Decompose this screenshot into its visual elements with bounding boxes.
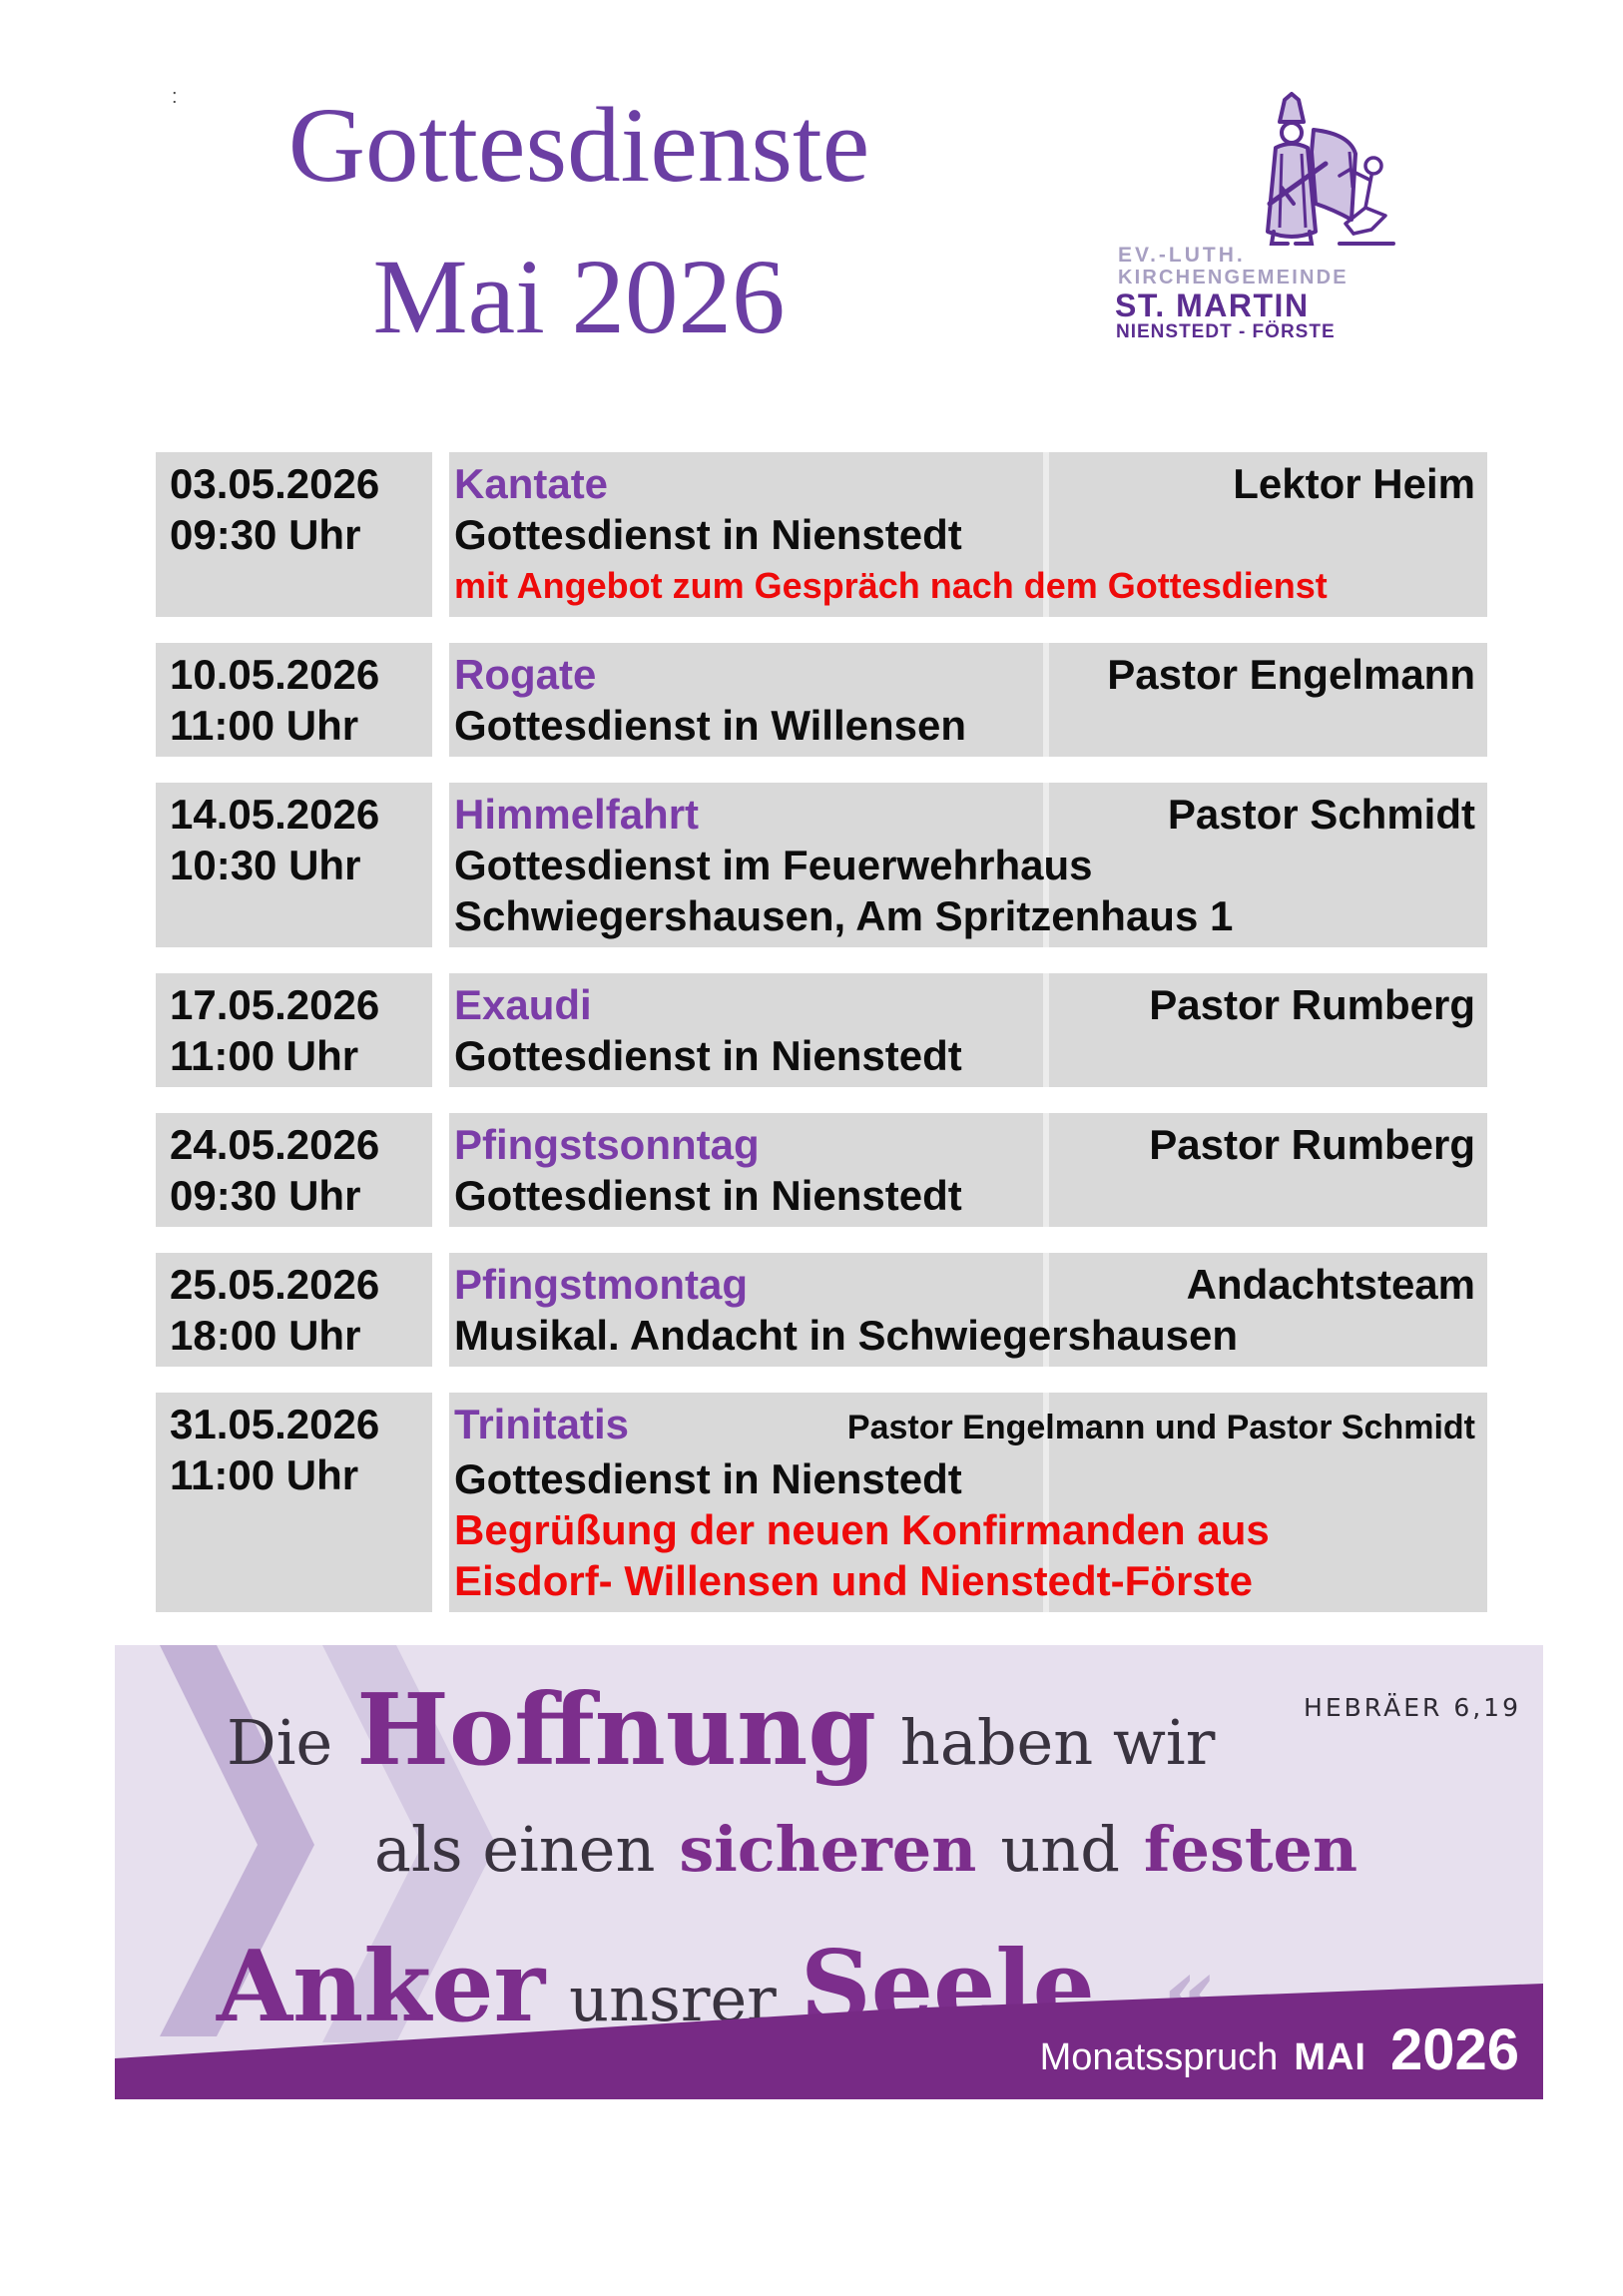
service-note-line2: Eisdorf- Willensen und Nienstedt-Förste [454, 1557, 1254, 1604]
service-description: Musikal. Andacht in Schwiegershausen [454, 1312, 1238, 1359]
service-note: mit Angebot zum Gespräch nach dem Gottesdienst [454, 565, 1328, 606]
verse-word: Die [227, 1706, 333, 1779]
service-detail-cell [449, 1393, 1487, 1612]
service-leader: Lektor Heim [1233, 460, 1475, 507]
service-leader: Pastor Schmidt [1167, 791, 1475, 838]
service-date-cell [156, 643, 432, 757]
service-date-cell [156, 452, 432, 617]
service-note-line1: Begrüßung der neuen Konfirmanden aus [454, 1506, 1270, 1553]
service-date: 14.05.2026 [170, 791, 380, 838]
service-time: 09:30 Uhr [170, 511, 361, 558]
service-row [156, 1253, 1487, 1367]
service-date: 31.05.2026 [170, 1401, 380, 1447]
service-date-cell [156, 1113, 432, 1227]
service-leader: Andachtsteam [1186, 1261, 1475, 1308]
service-event-name: Pfingstmontag [454, 1261, 748, 1308]
service-detail-cell [449, 452, 1487, 617]
service-time: 11:00 Uhr [170, 1032, 359, 1079]
service-detail-cell [449, 973, 1487, 1087]
page-title [160, 70, 998, 373]
service-event-name: Kantate [454, 460, 609, 507]
service-date: 25.05.2026 [170, 1261, 380, 1308]
service-event-name: Trinitatis [454, 1401, 630, 1447]
service-date-cell [156, 1393, 432, 1612]
verse-line-2 [374, 1813, 1357, 1886]
service-time: 11:00 Uhr [170, 1451, 359, 1498]
service-leader: Pastor Rumberg [1149, 1121, 1475, 1168]
service-leader: Pastor Engelmann und Pastor Schmidt [846, 1409, 1475, 1446]
caption-year: 2026 [1389, 2017, 1519, 2082]
service-description: Gottesdienst in Nienstedt [454, 511, 962, 558]
verse-word-highlight: sicheren [679, 1813, 977, 1886]
service-row [156, 783, 1487, 947]
service-date: 24.05.2026 [170, 1121, 380, 1168]
monthly-verse-caption [1040, 2016, 1519, 2083]
logo-text-ev-luth: EV.-LUTH. [1118, 244, 1246, 267]
service-detail-cell [449, 643, 1487, 757]
service-time: 18:00 Uhr [170, 1312, 361, 1359]
caption-month: MAI [1294, 2036, 1366, 2078]
logo-text-parish-name: ST. MARTIN [1115, 287, 1310, 323]
logo-text-parish-location: NIENSTEDT - FÖRSTE [1116, 321, 1336, 342]
stray-colon-mark: : [172, 86, 178, 108]
service-schedule [156, 452, 1487, 1638]
service-description: Gottesdienst in Nienstedt [454, 1455, 962, 1502]
service-date-cell [156, 973, 432, 1087]
service-row [156, 1113, 1487, 1227]
verse-word-highlight: Hoffnung [356, 1673, 876, 1788]
service-event-name: Pfingstsonntag [454, 1121, 760, 1168]
verse-word-highlight: festen [1143, 1813, 1358, 1886]
service-row [156, 452, 1487, 617]
verse-word-highlight: Seele. [800, 1930, 1129, 2044]
service-date: 03.05.2026 [170, 460, 380, 507]
verse-line-1 [227, 1673, 1215, 1788]
service-date: 10.05.2026 [170, 651, 380, 698]
service-detail-cell [449, 1113, 1487, 1227]
caption-label: Monatsspruch [1039, 2036, 1279, 2078]
church-logo [1102, 92, 1521, 351]
service-description: Gottesdienst in Nienstedt [454, 1172, 962, 1219]
monthly-verse-banner [115, 1645, 1543, 2099]
service-row [156, 1393, 1487, 1612]
verse-word-highlight: Anker [217, 1930, 546, 2044]
service-date-cell [156, 1253, 432, 1367]
service-event-name: Rogate [454, 651, 597, 698]
service-leader: Pastor Engelmann [1107, 651, 1475, 698]
service-row [156, 643, 1487, 757]
page-title-line2: Mai 2026 [372, 239, 786, 356]
page-title-line1: Gottesdienste [287, 87, 870, 205]
service-time: 10:30 Uhr [170, 842, 361, 888]
st-martin-illustration-icon [1222, 92, 1401, 264]
service-description: Gottesdienst in Willensen [454, 702, 967, 749]
service-date-cell [156, 783, 432, 947]
service-description: Gottesdienst im Feuerwehrhaus [454, 842, 1093, 888]
bible-reference: HEBRÄER 6,19 [1304, 1693, 1521, 1722]
verse-word: als einen [374, 1813, 656, 1886]
verse-word: haben wir [899, 1706, 1216, 1779]
service-date: 17.05.2026 [170, 981, 380, 1028]
logo-text-kirchengemeinde: KIRCHENGEMEINDE [1118, 267, 1349, 288]
service-row [156, 973, 1487, 1087]
service-leader: Pastor Rumberg [1149, 981, 1475, 1028]
verse-word: und [1000, 1813, 1120, 1886]
service-description: Gottesdienst in Nienstedt [454, 1032, 962, 1079]
closing-guillemet-mark: « [1163, 1938, 1218, 2041]
service-detail-cell [449, 1253, 1487, 1367]
service-time: 11:00 Uhr [170, 702, 359, 749]
service-event-name: Exaudi [454, 981, 592, 1028]
service-time: 09:30 Uhr [170, 1172, 361, 1219]
service-description-line2: Schwiegershausen, Am Spritzenhaus 1 [454, 892, 1234, 939]
verse-word: unsrer [569, 1963, 777, 2035]
service-detail-cell [449, 783, 1487, 947]
service-event-name: Himmelfahrt [454, 791, 700, 838]
